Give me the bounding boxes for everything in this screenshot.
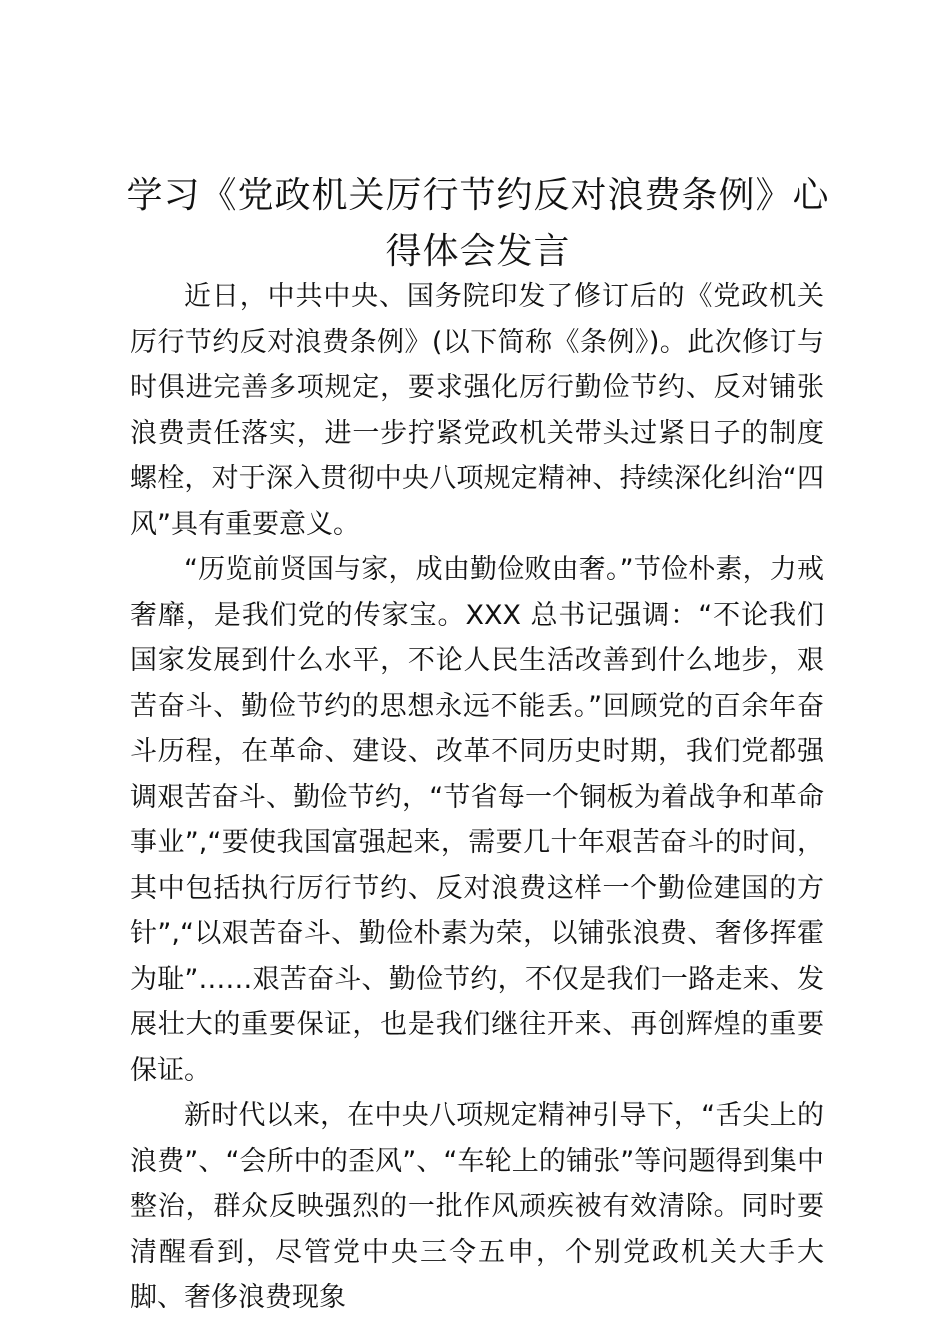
paragraph-1: 近日，中共中央、国务院印发了修订后的《党政机关厉行节约反对浪费条例》(以下简称《条例》)。此次修订与时俱进完善多项规定，要求强化厉行勤俭节约、反对铺张浪费责任落实，进一步拧紧党政机关带头过紧日子的制度螺栓，对于深入贯彻中央八项规定精神、持续深化纠治“四风”具有重要意义。 bbox=[130, 281, 824, 540]
document-body bbox=[130, 274, 824, 1321]
paragraph-3: 新时代以来，在中央八项规定精神引导下，“舌尖上的浪费”、“会所中的歪风”、“车轮上的铺张”等问题得到集中整治，群众反映强烈的一批作风顽疾被有效清除。同时要清醒看到，尽管党中央三令五申，个别党政机关大手大脚、奢侈浪费现象 bbox=[130, 1100, 824, 1313]
document-title: 学习《党政机关厉行节约反对浪费条例》心得体会发言 bbox=[126, 175, 830, 272]
paragraph-2: “历览前贤国与家，成由勤俭败由奢。”节俭朴素，力戒奢靡，是我们党的传家宝。XXX 总书记强调：“不论我们国家发展到什么水平，不论人民生活改善到什么地步，艰苦奋斗、勤俭节约的思想永远不能丢。”回顾党的百余年奋斗历程，在革命、建设、改革不同历史时期，我们党都强调艰苦奋斗、勤俭节约，“节省每一个铜板为着战争和革命事业”,“要使我国富强起来，需要几十年艰苦奋斗的时间，其中包括执行厉行节约、反对浪费这样一个勤俭建国的方针”,“以艰苦奋斗、勤俭朴素为荣，以铺张浪费、奢侈挥霍为耻”……艰苦奋斗、勤俭节约，不仅是我们一路走来、发展壮大的重要保证，也是我们继往开来、再创辉煌的重要保证。 bbox=[130, 554, 824, 1086]
